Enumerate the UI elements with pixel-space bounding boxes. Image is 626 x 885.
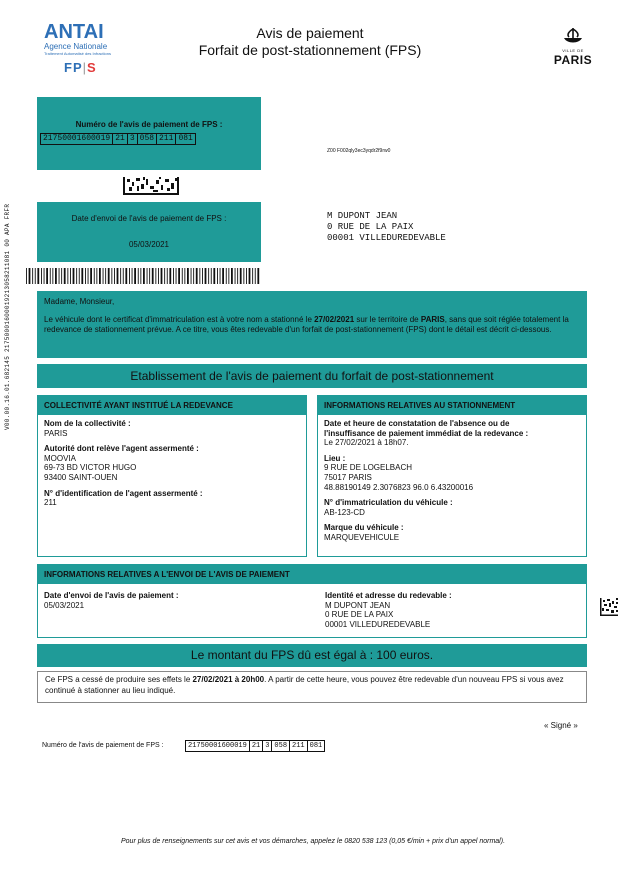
avis-cell: 058	[137, 133, 157, 145]
agent-id-value: 211	[44, 498, 57, 508]
envoi-panel	[37, 564, 587, 638]
address-line: M DUPONT JEAN	[327, 211, 398, 221]
envoi-info-date-label: Date d'envoi de l'avis de paiement :	[44, 591, 179, 600]
address-line: 0 RUE DE LA PAIX	[327, 222, 414, 232]
agent-id-label: N° d'identification de l'agent assermenté :	[44, 488, 203, 498]
autorite-line: MOOVIA	[44, 453, 77, 463]
paris-name-text: PARIS	[553, 53, 593, 67]
cessation-notice: Ce FPS a cessé de produire ses effets le 27/02/2021 à 20h00. A partir de cette heure, vous pouvez être redevable d'un nouveau FPS si vous avez continué à stationner au lieu indiqué.	[37, 671, 587, 703]
antai-logo	[44, 22, 128, 56]
paris-ship-icon	[561, 26, 585, 46]
paris-ville-text: VILLE DE	[562, 48, 584, 53]
redevable-line: M DUPONT JEAN	[325, 600, 391, 610]
redevable-label: Identité et adresse du redevable :	[325, 591, 452, 600]
z-code: Z00 F002qly3ec3yqdr2f9rw0	[327, 148, 391, 154]
bottom-avis-label: Numéro de l'avis de paiement de FPS :	[42, 742, 164, 749]
lieu-label: Lieu :	[324, 453, 346, 463]
collectivite-panel	[37, 395, 307, 557]
lieu-coordinates: 48.88190149 2.3076823 96.0 6.43200016	[324, 482, 474, 492]
envoi-date-label: Date d'envoi de l'avis de paiement de FPS :	[71, 214, 227, 223]
envoi-info-date-value: 05/03/2021	[44, 600, 85, 610]
intro-message	[37, 291, 587, 358]
envoi-date-value: 05/03/2021	[128, 240, 170, 249]
signature-mention: « Signé »	[544, 721, 578, 730]
lieu-line: 75017 PARIS	[324, 472, 372, 482]
intro-body: Le véhicule dont le certificat d'immatriculation est à votre nom a stationné le 27/02/2021 sur le territoire de PARIS, sans que soit réglée totalement la redevance de stationnement prévue. A ce titre, vous êtes redevable d'un forfait de post-stationnement (FPS) dont le détail est décrit ci-dessous.	[44, 314, 569, 334]
fps-logo: FP|S	[64, 60, 97, 75]
avis-cell: 211	[289, 740, 308, 752]
constatation-label: Date et heure de constatation de l'absence ou de l'insuffisance de paiement immédiat de la redevance :	[324, 419, 529, 438]
side-datamatrix-icon	[600, 598, 618, 616]
antai-logo-word: ANTAI	[44, 21, 104, 43]
collectivite-name-value: PARIS	[44, 428, 68, 438]
redevable-block	[325, 591, 452, 629]
redevable-line: 00001 VILLEDUREDEVABLE	[325, 619, 431, 629]
avis-cell: 3	[262, 740, 272, 752]
avis-cell: 058	[271, 740, 290, 752]
antai-agency-text: Agence Nationale	[44, 42, 108, 51]
envoi-date-block	[44, 591, 179, 610]
avis-cell: 21750001600019	[40, 133, 113, 145]
barcode-icon	[26, 268, 261, 284]
redevable-line: 0 RUE DE LA PAIX	[325, 610, 394, 620]
antai-sub-text: Traitement Automatisé des Infractions	[44, 51, 111, 56]
lieu-line: 9 RUE DE LOGELBACH	[324, 463, 413, 473]
avis-cell: 211	[156, 133, 176, 145]
greeting-text: Madame, Monsieur,	[44, 297, 115, 306]
recipient-address	[327, 211, 446, 244]
avis-cell: 081	[307, 740, 326, 752]
bottom-avis-cells	[186, 740, 325, 752]
side-reference: V00.00.16.01.682145 21750001600019213058211081 00 APA FRFR	[4, 203, 11, 430]
avis-cell: 21	[112, 133, 128, 145]
paris-logo	[548, 26, 598, 67]
immat-label: N° d'immatriculation du véhicule :	[324, 498, 453, 508]
footer-info: Pour plus de renseignements sur cet avis et vos démarches, appelez le 0820 538 123 (0,05 €/min + prix d'un appel normal).	[120, 838, 506, 845]
avis-cell: 3	[127, 133, 138, 145]
section-title: Etablissement de l'avis de paiement du forfait de post-stationnement	[37, 364, 587, 388]
avis-cell: 21	[249, 740, 263, 752]
avis-number-box	[37, 97, 261, 170]
collectivite-name-label: Nom de la collectivité :	[44, 419, 131, 428]
envoi-header: INFORMATIONS RELATIVES A L'ENVOI DE L'AVIS DE PAIEMENT	[38, 565, 586, 584]
immat-value: AB-123-CD	[324, 507, 365, 517]
marque-value: MARQUEVEHICULE	[324, 532, 400, 542]
document-title: Avis de paiement	[256, 25, 364, 41]
stationnement-panel	[317, 395, 587, 557]
avis-cell: 21750001600019	[185, 740, 250, 752]
autorite-line: 93400 SAINT-OUEN	[44, 472, 118, 482]
avis-number-cells	[41, 133, 196, 145]
autorite-label: Autorité dont relève l'agent assermenté :	[44, 444, 199, 454]
collectivite-header: COLLECTIVITÉ AYANT INSTITUÉ LA REDEVANCE	[38, 396, 306, 415]
stationnement-header: INFORMATIONS RELATIVES AU STATIONNEMENT	[318, 396, 586, 415]
avis-number-label: Numéro de l'avis de paiement de FPS :	[75, 120, 223, 129]
datamatrix-code-icon	[123, 177, 179, 195]
avis-cell: 081	[175, 133, 195, 145]
marque-label: Marque du véhicule :	[324, 523, 404, 533]
montant-banner: Le montant du FPS dû est égal à : 100 euros.	[37, 644, 587, 667]
constatation-value: Le 27/02/2021 à 18h07.	[324, 438, 409, 448]
address-line: 00001 VILLEDUREDEVABLE	[327, 233, 446, 243]
document-subtitle: Forfait de post-stationnement (FPS)	[198, 42, 422, 58]
autorite-line: 69-73 BD VICTOR HUGO	[44, 463, 137, 473]
envoi-date-box	[37, 202, 261, 262]
